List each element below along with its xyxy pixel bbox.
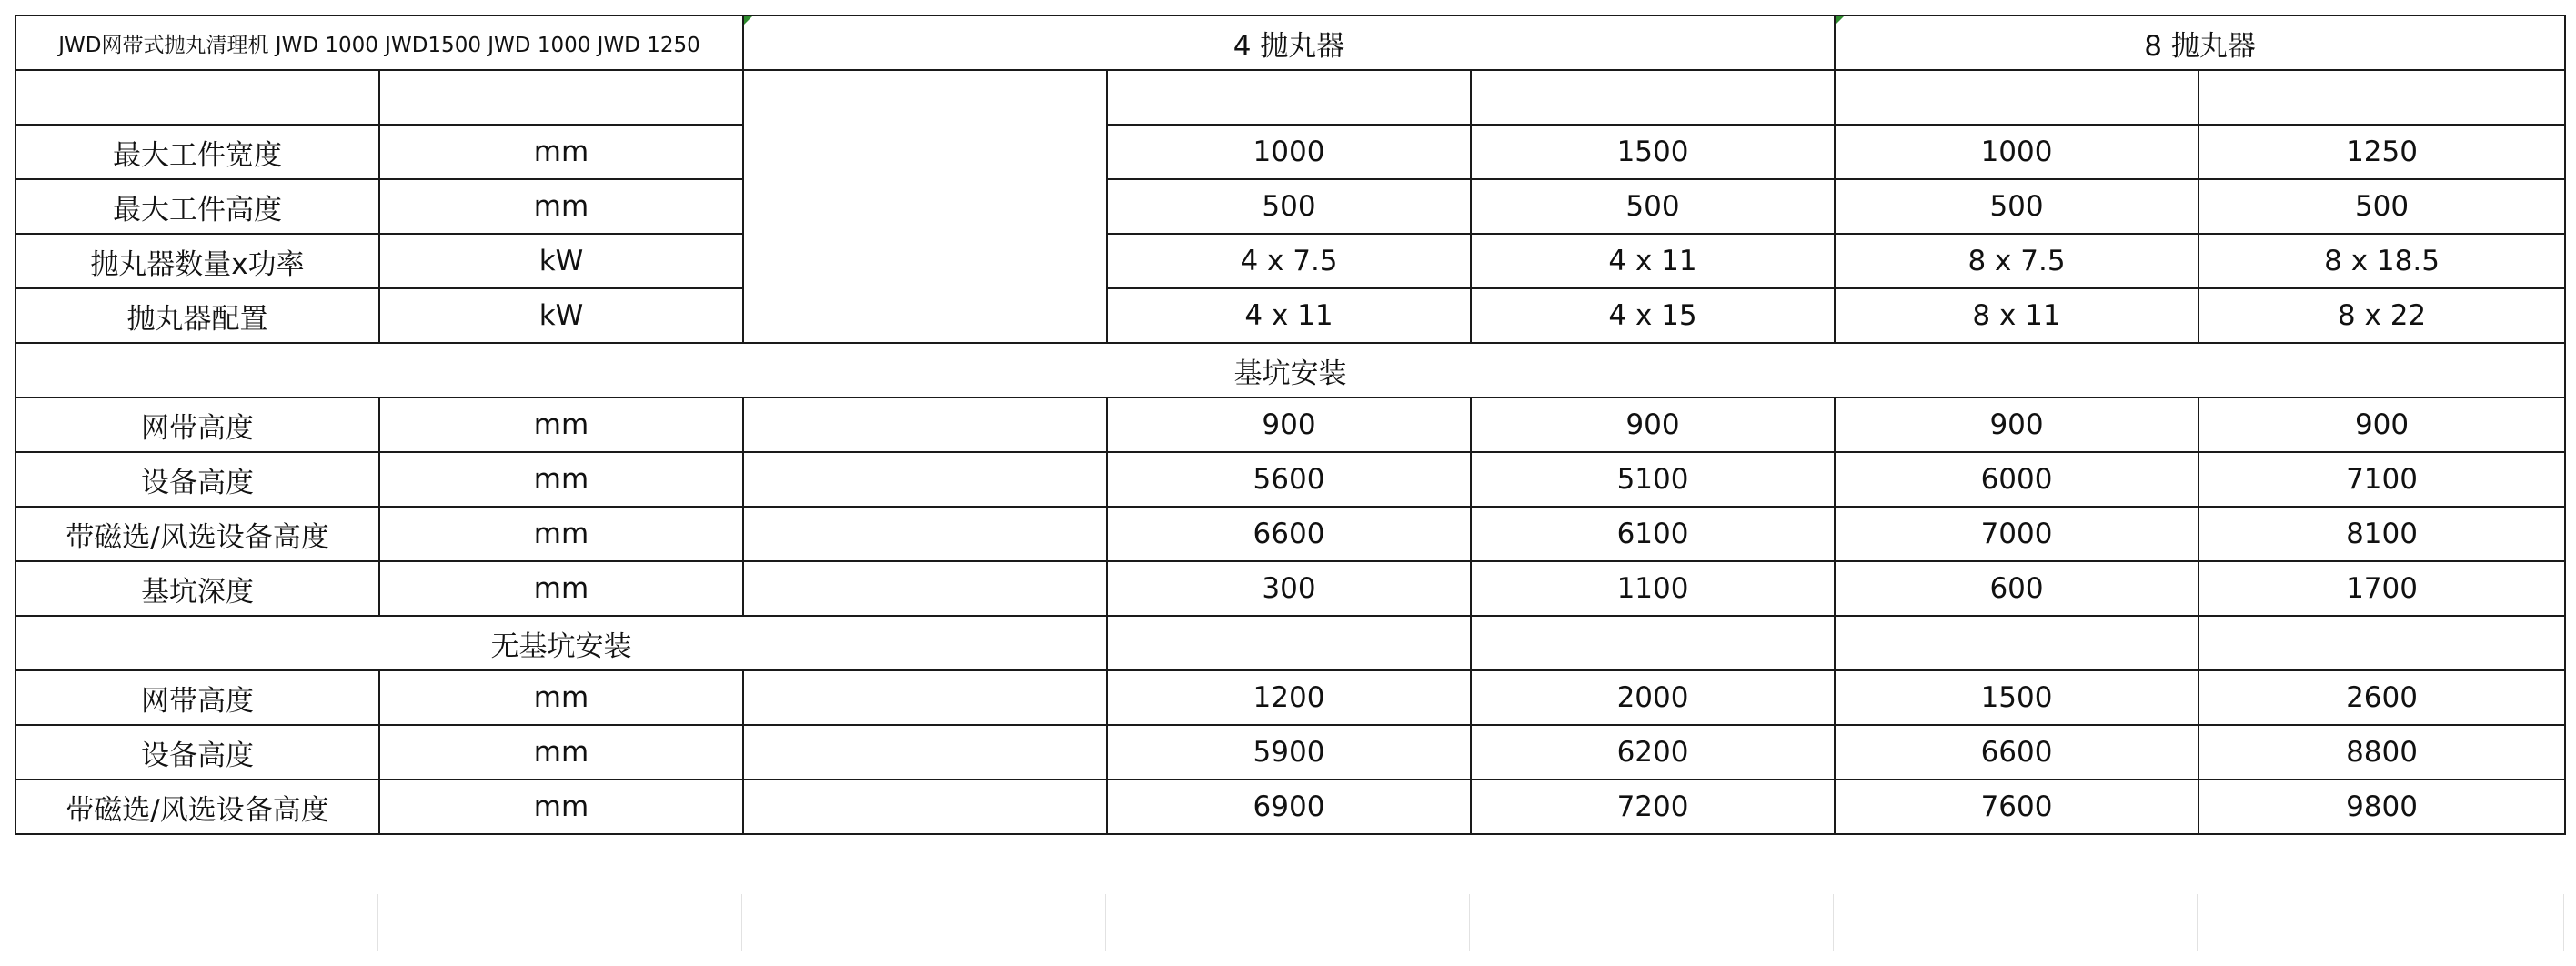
value-cell[interactable]: 6600 [1835, 725, 2199, 780]
row-label[interactable]: 带磁选/风选设备高度 [15, 507, 379, 561]
group-header-8-label: 8 抛丸器 [2144, 29, 2256, 63]
value-cell[interactable]: 9800 [2199, 780, 2565, 834]
value-cell[interactable]: 500 [1471, 179, 1835, 234]
empty-cell[interactable] [1835, 70, 2199, 125]
value-cell[interactable]: 5900 [1107, 725, 1471, 780]
value-cell[interactable]: 600 [1835, 561, 2199, 616]
table-title[interactable]: JWD网带式抛丸清理机 JWD 1000 JWD1500 JWD 1000 JWD 1250 [15, 15, 743, 70]
empty-cell[interactable] [743, 670, 1107, 725]
value-cell[interactable]: 900 [1471, 397, 1835, 452]
value-cell[interactable]: 2000 [1471, 670, 1835, 725]
value-cell[interactable]: 8 x 11 [1835, 288, 2199, 343]
section-row [15, 616, 2565, 670]
table-row [15, 179, 2565, 234]
row-unit[interactable]: mm [379, 725, 743, 780]
empty-cell[interactable] [15, 70, 379, 125]
value-cell[interactable]: 1000 [1835, 125, 2199, 179]
row-label[interactable]: 设备高度 [15, 452, 379, 507]
header-row [15, 15, 2565, 70]
row-unit[interactable]: mm [379, 507, 743, 561]
value-cell[interactable]: 8 x 7.5 [1835, 234, 2199, 288]
value-cell[interactable]: 8 x 18.5 [2199, 234, 2565, 288]
row-unit[interactable]: kW [379, 288, 743, 343]
table-row [15, 70, 2565, 125]
value-cell[interactable]: 5100 [1471, 452, 1835, 507]
value-cell[interactable]: 8800 [2199, 725, 2565, 780]
comment-marker-icon [1836, 16, 1844, 25]
row-label[interactable]: 网带高度 [15, 670, 379, 725]
row-unit[interactable]: mm [379, 780, 743, 834]
empty-cell[interactable] [743, 725, 1107, 780]
row-unit[interactable]: mm [379, 179, 743, 234]
row-unit[interactable]: kW [379, 234, 743, 288]
spec-table [15, 15, 2566, 835]
section-title-pit[interactable]: 基坑安装 [15, 343, 2565, 397]
row-label[interactable]: 带磁选/风选设备高度 [15, 780, 379, 834]
empty-cell[interactable] [743, 397, 1107, 452]
empty-merged-cell[interactable] [743, 70, 1107, 343]
empty-cell[interactable] [1107, 70, 1471, 125]
value-cell[interactable]: 7600 [1835, 780, 2199, 834]
value-cell[interactable]: 2600 [2199, 670, 2565, 725]
grid-cell[interactable] [378, 894, 742, 951]
grid-cell[interactable] [1834, 894, 2198, 951]
value-cell[interactable]: 4 x 11 [1107, 288, 1471, 343]
table-row [15, 780, 2565, 834]
value-cell[interactable]: 500 [1835, 179, 2199, 234]
empty-cell[interactable] [743, 561, 1107, 616]
value-cell[interactable]: 8100 [2199, 507, 2565, 561]
empty-grid-row [15, 894, 2564, 951]
value-cell[interactable]: 8 x 22 [2199, 288, 2565, 343]
empty-cell[interactable] [743, 507, 1107, 561]
row-label[interactable]: 网带高度 [15, 397, 379, 452]
value-cell[interactable]: 1100 [1471, 561, 1835, 616]
row-label[interactable]: 基坑深度 [15, 561, 379, 616]
empty-cell[interactable] [1471, 70, 1835, 125]
section-row [15, 343, 2565, 397]
grid-cell[interactable] [2198, 894, 2564, 951]
empty-cell[interactable] [743, 780, 1107, 834]
value-cell[interactable]: 1000 [1107, 125, 1471, 179]
row-label[interactable]: 最大工件宽度 [15, 125, 379, 179]
value-cell[interactable]: 4 x 11 [1471, 234, 1835, 288]
grid-cell[interactable] [742, 894, 1106, 951]
value-cell[interactable]: 6000 [1835, 452, 2199, 507]
empty-cell[interactable] [1835, 616, 2199, 670]
value-cell[interactable]: 900 [2199, 397, 2565, 452]
table-row [15, 125, 2565, 179]
row-unit[interactable]: mm [379, 670, 743, 725]
grid-cell[interactable] [1106, 894, 1470, 951]
table-row [15, 234, 2565, 288]
comment-marker-icon [744, 16, 752, 25]
table-row [15, 561, 2565, 616]
value-cell[interactable]: 900 [1107, 397, 1471, 452]
value-cell[interactable]: 500 [1107, 179, 1471, 234]
value-cell[interactable]: 6900 [1107, 780, 1471, 834]
row-label[interactable]: 设备高度 [15, 725, 379, 780]
row-label[interactable]: 抛丸器数量x功率 [15, 234, 379, 288]
value-cell[interactable]: 7000 [1835, 507, 2199, 561]
row-label[interactable]: 抛丸器配置 [15, 288, 379, 343]
row-unit[interactable]: mm [379, 452, 743, 507]
group-header-4-label: 4 抛丸器 [1233, 29, 1345, 63]
value-cell[interactable]: 7200 [1471, 780, 1835, 834]
grid-cell[interactable] [15, 894, 378, 951]
section-title-nopit[interactable]: 无基坑安装 [15, 616, 1107, 670]
table-row [15, 725, 2565, 780]
empty-cell[interactable] [2199, 616, 2565, 670]
value-cell[interactable]: 6200 [1471, 725, 1835, 780]
value-cell[interactable]: 4 x 15 [1471, 288, 1835, 343]
table-row [15, 397, 2565, 452]
value-cell[interactable]: 5600 [1107, 452, 1471, 507]
value-cell[interactable]: 1700 [2199, 561, 2565, 616]
table-row [15, 507, 2565, 561]
value-cell[interactable]: 300 [1107, 561, 1471, 616]
row-label[interactable]: 最大工件高度 [15, 179, 379, 234]
empty-cell[interactable] [379, 70, 743, 125]
value-cell[interactable]: 1200 [1107, 670, 1471, 725]
empty-cell[interactable] [2199, 70, 2565, 125]
value-cell[interactable]: 7100 [2199, 452, 2565, 507]
value-cell[interactable]: 1500 [1471, 125, 1835, 179]
value-cell[interactable]: 1250 [2199, 125, 2565, 179]
value-cell[interactable]: 6100 [1471, 507, 1835, 561]
value-cell[interactable]: 900 [1835, 397, 2199, 452]
empty-cell[interactable] [743, 452, 1107, 507]
table-row [15, 452, 2565, 507]
value-cell[interactable]: 1500 [1835, 670, 2199, 725]
group-header-8-blasters[interactable] [1835, 15, 2565, 70]
empty-cell[interactable] [1471, 616, 1835, 670]
row-unit[interactable]: mm [379, 125, 743, 179]
value-cell[interactable]: 6600 [1107, 507, 1471, 561]
value-cell[interactable]: 4 x 7.5 [1107, 234, 1471, 288]
table-row [15, 670, 2565, 725]
value-cell[interactable]: 500 [2199, 179, 2565, 234]
table-row [15, 288, 2565, 343]
row-unit[interactable]: mm [379, 561, 743, 616]
group-header-4-blasters[interactable] [743, 15, 1835, 70]
empty-cell[interactable] [1107, 616, 1471, 670]
grid-cell[interactable] [1470, 894, 1834, 951]
row-unit[interactable]: mm [379, 397, 743, 452]
